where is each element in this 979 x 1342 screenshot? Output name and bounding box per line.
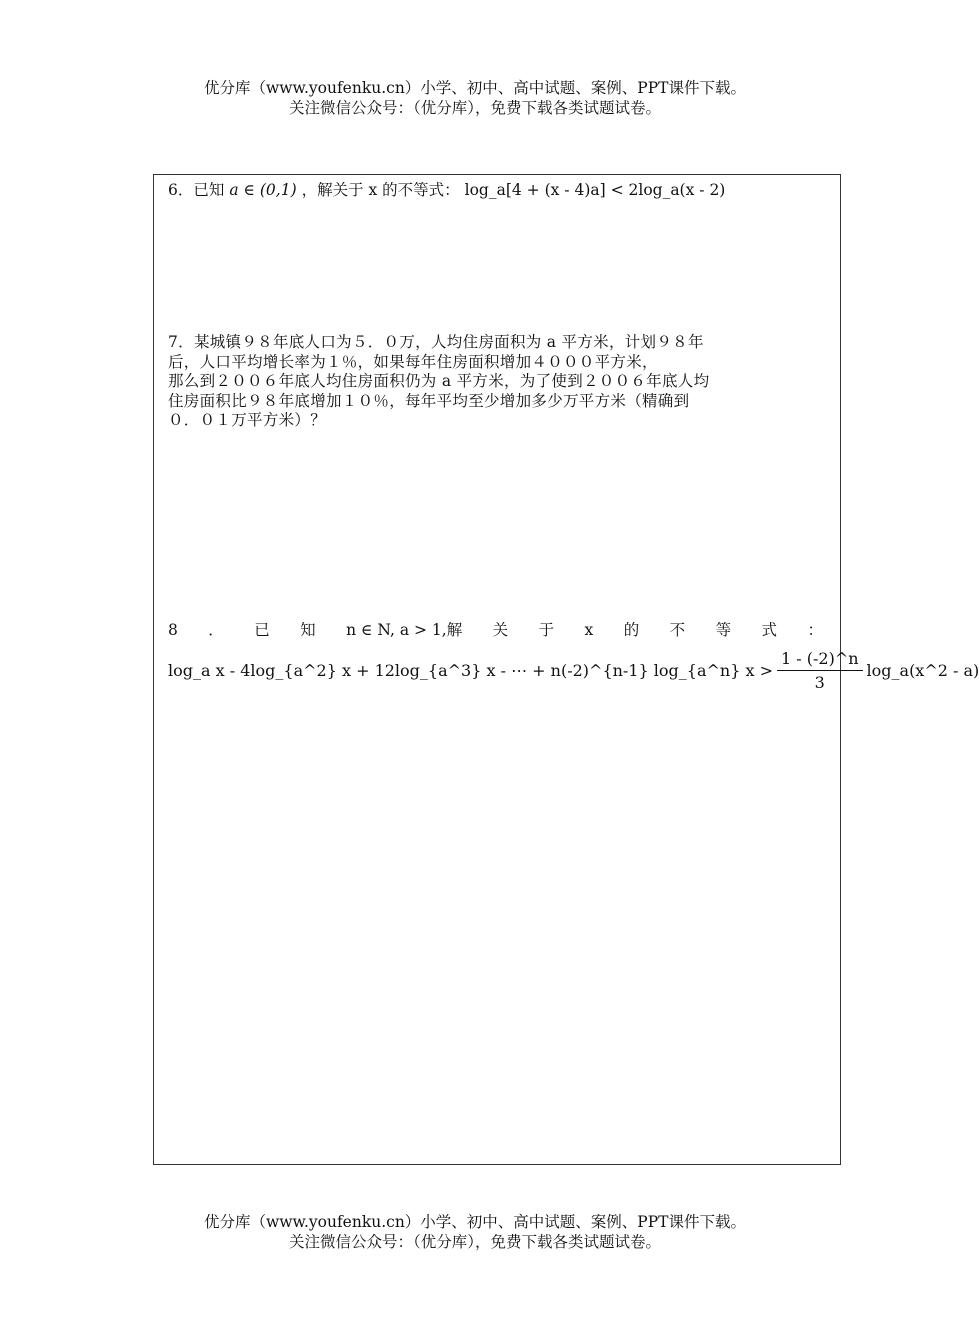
q8-token: 的 bbox=[623, 621, 640, 639]
header-line-2: 关注微信公众号：（优分库），免费下载各类试题试卷。 bbox=[288, 99, 661, 117]
q8-token: x bbox=[584, 621, 594, 639]
header-line-1: 优分库（www.youfenku.cn）小学、初中、高中试题、案例、PPT课件下载。 bbox=[203, 79, 747, 97]
q8-token: 等 bbox=[715, 621, 732, 639]
footer-line-1: 优分库（www.youfenku.cn）小学、初中、高中试题、案例、PPT课件下载。 bbox=[203, 1213, 747, 1231]
q8-condition: n ∈ N, a > 1,解 bbox=[346, 621, 463, 639]
q6-condition: a ∈ (0,1) bbox=[229, 181, 297, 199]
question-8 bbox=[168, 621, 828, 641]
q8-fraction bbox=[777, 649, 863, 692]
q8-statement bbox=[168, 621, 823, 641]
q8-token: ： bbox=[807, 621, 823, 639]
q8-formula bbox=[168, 649, 979, 692]
q8-fraction-denominator: 3 bbox=[814, 673, 825, 692]
q8-token: 不 bbox=[669, 621, 686, 639]
question-6 bbox=[168, 181, 828, 201]
q8-token: 知 bbox=[300, 621, 316, 639]
q8-rhs: log_a(x^2 - a) bbox=[866, 661, 979, 680]
q7-line: 后，人口平均增长率为１％，如果每年住房面积增加４０００平方米， bbox=[168, 352, 658, 371]
q8-token: ． bbox=[208, 621, 224, 639]
q7-line: 7．某城镇９８年底人口为５．０万，人均住房面积为 a 平方米，计划９８年 bbox=[168, 333, 704, 351]
page-footer bbox=[0, 1212, 950, 1252]
q8-token: 8 bbox=[168, 621, 178, 639]
q8-token: 关 bbox=[492, 621, 509, 639]
q8-token: 式 bbox=[761, 621, 778, 639]
question-box bbox=[153, 174, 979, 1165]
q8-token: 已 bbox=[254, 621, 270, 639]
q6-mid: ，解关于 x 的不等式： bbox=[301, 181, 460, 199]
q6-prefix: 6．已知 bbox=[168, 181, 225, 199]
question-7 bbox=[168, 333, 832, 431]
page-header bbox=[0, 78, 950, 118]
q7-line: ０．０１万平方米）？ bbox=[168, 411, 327, 429]
q7-line: 那么到２００６年底人均住房面积仍为 a 平方米，为了使到２００６年底人均 bbox=[168, 372, 710, 390]
q7-line: 住房面积比９８年底增加１０％，每年平均至少增加多少万平方米（精确到 bbox=[168, 391, 690, 410]
q8-lhs: log_a x - 4log_{a^2} x + 12log_{a^3} x - ⋯ + n(-2)^{n-1} log_{a^n} x > bbox=[168, 661, 773, 680]
footer-line-2: 关注微信公众号：（优分库），免费下载各类试题试卷。 bbox=[288, 1233, 661, 1251]
q8-fraction-numerator: 1 - (-2)^n bbox=[777, 649, 863, 671]
q8-token: 于 bbox=[538, 621, 555, 639]
q6-formula: log_a[4 + (x - 4)a] < 2log_a(x - 2) bbox=[464, 181, 726, 199]
